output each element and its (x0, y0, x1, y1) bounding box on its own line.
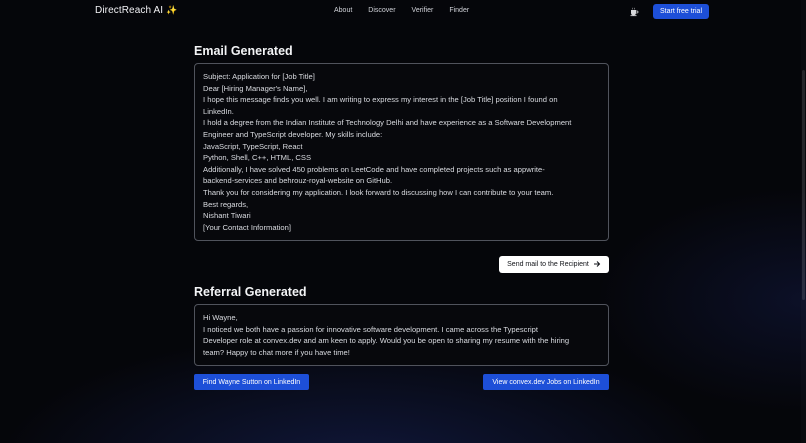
nav-link-verifier[interactable]: Verifier (411, 7, 434, 14)
referral-line: Hi Wayne, (203, 313, 238, 322)
nav-links (334, 7, 485, 14)
brand-name: DirectReach AI (95, 5, 164, 16)
email-line: backend-services and behrouz-royal-website on GitHub. (203, 176, 393, 186)
email-line: [Your Contact Information] (203, 222, 291, 232)
send-mail-label: Send mail to the Recipient (507, 261, 589, 268)
referral-line: team? Happy to chat more if you have time! (203, 347, 350, 357)
top-navigation (0, 0, 806, 24)
email-line: Nishant Tiwari (203, 211, 251, 221)
email-line: Best regards, (203, 199, 249, 209)
coffee-icon[interactable] (628, 6, 639, 17)
nav-link-finder[interactable]: Finder (449, 7, 470, 14)
view-jobs-linkedin-button[interactable]: View convex.dev Jobs on LinkedIn (483, 374, 609, 390)
email-line: LinkedIn. (203, 106, 234, 116)
referral-line: Developer role at convex.dev and am keen to apply. Would you be open to sharing my resume with the hiring (203, 336, 570, 346)
email-line: Thank you for considering my application. I look forward to discussing how I can contribute to your team. (203, 187, 554, 197)
email-line: Additionally, I have solved 450 problems on LeetCode and have completed projects such as appwrite- (203, 164, 545, 174)
referral-heading: Referral Generated (194, 285, 307, 299)
referral-line: I noticed we both have a passion for innovative software development. I came across the Typescript (203, 324, 539, 334)
email-line: JavaScript, TypeScript, React (203, 141, 303, 151)
scrollbar-thumb[interactable] (802, 70, 805, 300)
email-line: I hold a degree from the Indian Institute of Technology Delhi and have experience as a Software Development (203, 118, 572, 128)
nav-link-discover[interactable]: Discover (368, 7, 396, 14)
brand-logo[interactable] (95, 5, 177, 16)
sparkle-icon: ✨ (166, 5, 178, 15)
send-mail-button[interactable] (499, 256, 609, 273)
start-free-trial-button[interactable]: Start free trial (653, 4, 709, 19)
referral-text-area[interactable] (194, 304, 609, 366)
arrow-right-icon (593, 260, 601, 270)
email-line: Python, Shell, C++, HTML, CSS (203, 153, 312, 163)
email-line: Engineer and TypeScript developer. My skills include: (203, 129, 383, 139)
email-line: Subject: Application for [Job Title] (203, 72, 315, 81)
email-line: Dear [Hiring Manager's Name], (203, 83, 308, 93)
scrollbar-track[interactable] (801, 0, 806, 443)
find-on-linkedin-button[interactable]: Find Wayne Sutton on LinkedIn (194, 374, 309, 390)
email-line: I hope this message finds you well. I am writing to express my interest in the [Job Title] position I found on (203, 95, 558, 105)
email-heading: Email Generated (194, 44, 293, 58)
email-text-area[interactable] (194, 63, 609, 241)
nav-link-about[interactable]: About (334, 7, 353, 14)
